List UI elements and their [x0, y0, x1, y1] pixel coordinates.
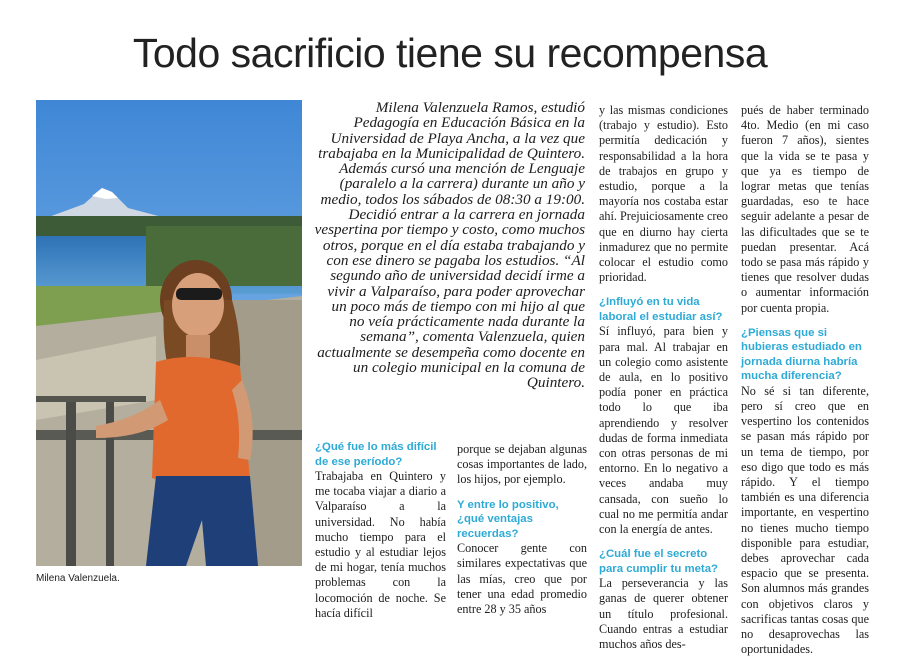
interview-answer: porque se dejaban algunas cosas importantes de lado, los hijos, por ejemplo. [457, 442, 587, 487]
interview-question: ¿Cuál fue el secreto para cumplir tu meta? [599, 548, 718, 575]
interview-answer: No sé si tan diferente, pero sí creo que en vespertino los contenidos se pasan más rápido por un tema de tiempo, por eso digo que todo es más rápido. Y el tiempo también es una diferencia importante, en vespertino no tienes mucho tiempo disponible para estudiar, debes aprovechar cada espacio que se presenta. Son alumnos más grandes con objetivos claros y sacrificas tantas cosas que no desaprovechas las oportunidades. [741, 383, 869, 657]
lede-text [313, 100, 585, 391]
article-column-3 [599, 103, 728, 652]
interview-answer: La perseverancia y las ganas de querer obtener un título profesional. Cuando entras a estudiar muchos años des- [599, 576, 728, 652]
interview-question: Y entre lo positivo, ¿qué ventajas recuerdas? [457, 498, 559, 540]
interview-answer: y las mismas condiciones (trabajo y estudio). Esto permitía dedicación y responsabilidad a la hora de trabajos en grupo y estudio, porque a la mayoría nos costaba estar ahí. Prejuiciosamente creo que en diurno hay cierta inmadurez que no permite colocar el estudio como prioridad. [599, 103, 728, 285]
interview-answer: pués de haber terminado 4to. Medio (en mi caso fueron 7 años), sientes que la vida se te pasa y que ya es tiempo de lograr metas que tenías guardadas, eso te hace seguir adelante a pesar de las dificultades que se te puedan presentar. Acá todo se pasa más rápido y tienes que resolver dudas o aumentar información por cuenta propia. [741, 103, 869, 315]
interview-question: ¿Piensas que si hubieras estudiado en jornada diurna habría mucha diferencia? [741, 326, 862, 383]
interview-answer: Conocer gente con similares expectativas que las mías, creo que por tener una edad promedio entre 28 y 35 años [457, 541, 587, 616]
headline: Todo sacrificio tiene su recompensa [132, 30, 768, 76]
interview-question: ¿Qué fue lo más difícil de ese período? [315, 441, 437, 468]
interview-question: ¿Influyó en tu vida laboral el estudiar así? [599, 296, 723, 323]
lede-paragraph: Decidió entrar a la carrera en jornada vespertina por tiempo y costo, como muchos otros, porque en el día estaba trabajando y con ese dinero se pagaba los estudios. “Al segundo año de universidad decidí irme a vivir a Valparaíso, para poder aprovechar un poco más de tiempo con mi hijo al que no veía prácticamente nada durante la semana”, comenta Valenzuela, quien actualmente se desempeña como docente en un colegio municipal en la comuna de Quintero. [314, 206, 585, 392]
article-column-4 [741, 103, 869, 658]
interview-answer: Trabajaba en Quintero y me tocaba viajar a diario a Valparaíso a la universidad. No había mucho tiempo para el estudio y al estudiar lejos de mi hogar, tenía muchos problemas con la locomoción de noche. Se hacía difícil [315, 469, 446, 620]
photo-caption: Milena Valenzuela. [36, 573, 120, 584]
article-column-2 [457, 442, 587, 617]
interview-answer: Sí influyó, para bien y para mal. Al trabajar en un colegio como asistente de aula, en lo positivo podía poner en práctica todo lo que iba aprendiendo y resolver dudas de forma inmediata con otras personas de mi entorno. En lo negativo a veces andaba muy cansada, con sueño lo cual no me permitía andar con la energía de antes. [599, 324, 728, 537]
lede-paragraph: Milena Valenzuela Ramos, estudió Pedagogía en Educación Básica en la Universidad de Playa Ancha, a la vez que trabajaba en la Municipalidad de Quintero. Además cursó una mención de Lenguaje (paralelo a la carrera) durante un año y medio, todos los sábados de 08:30 a 19:00. [318, 99, 585, 208]
article-column-1 [315, 440, 446, 621]
portrait-photo [36, 100, 302, 566]
